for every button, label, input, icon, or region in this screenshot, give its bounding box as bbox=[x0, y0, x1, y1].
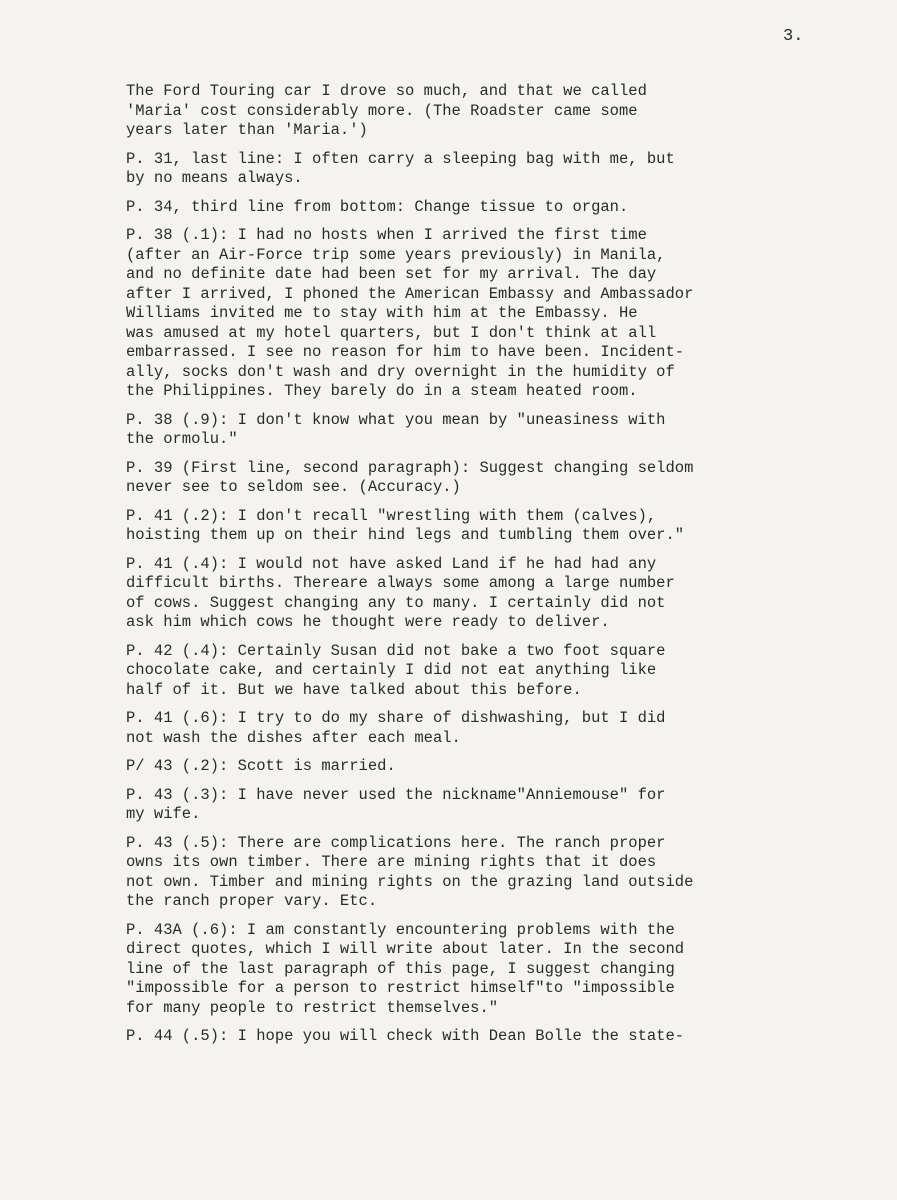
text-line: after I arrived, I phoned the American Embassy and Ambassador bbox=[126, 284, 694, 303]
text-line: 'Maria' cost considerably more. (The Roadster came some bbox=[126, 101, 638, 120]
paragraph bbox=[126, 555, 806, 633]
text-line: P. 41 (.4): I would not have asked Land if he had had any bbox=[126, 554, 657, 573]
paragraph bbox=[126, 411, 806, 450]
text-line: P. 43 (.5): There are complications here. The ranch proper bbox=[126, 833, 666, 852]
text-line: for many people to restrict themselves." bbox=[126, 998, 499, 1017]
paragraph bbox=[126, 709, 806, 748]
text-line: P. 38 (.1): I had no hosts when I arrived the first time bbox=[126, 226, 647, 244]
page-number: 3. bbox=[783, 27, 804, 46]
text-line: the Philippines. They barely do in a steam heated room. bbox=[126, 382, 638, 400]
text-line: line of the last paragraph of this page, I suggest changing bbox=[126, 959, 675, 978]
text-line: P. 41 (.6): I try to do my share of dishwashing, but I did bbox=[126, 709, 666, 727]
paragraph bbox=[126, 82, 806, 141]
text-line: the ranch proper vary. Etc. bbox=[126, 892, 378, 910]
text-line: owns its own timber. There are mining rights that it does bbox=[126, 853, 657, 871]
text-line: by no means always. bbox=[126, 169, 303, 187]
text-line: was amused at my hotel quarters, but I don't think at all bbox=[126, 323, 657, 342]
text-line: not wash the dishes after each meal. bbox=[126, 728, 461, 747]
text-line: of cows. Suggest changing any to many. I certainly did not bbox=[126, 593, 666, 612]
text-line: P. 43 (.3): I have never used the nickname"Anniemouse" for bbox=[126, 785, 666, 804]
letter-body bbox=[126, 82, 806, 1056]
paragraph bbox=[126, 921, 806, 1019]
text-line: P. 34, third line from bottom: Change tissue to organ. bbox=[126, 197, 629, 216]
text-line: P. 39 (First line, second paragraph): Suggest changing seldom bbox=[126, 458, 694, 477]
text-line: years later than 'Maria.') bbox=[126, 121, 368, 139]
paragraph bbox=[126, 834, 806, 912]
text-line: not own. Timber and mining rights on the grazing land outside bbox=[126, 872, 694, 891]
text-line: The Ford Touring car I drove so much, and that we called bbox=[126, 82, 647, 100]
text-line: hoisting them up on their hind legs and tumbling them over." bbox=[126, 526, 685, 544]
text-line: Williams invited me to stay with him at the Embassy. He bbox=[126, 304, 638, 322]
paragraph bbox=[126, 150, 806, 189]
text-line: ask him which cows he thought were ready to deliver. bbox=[126, 613, 610, 631]
text-line: "impossible for a person to restrict himself"to "impossible bbox=[126, 979, 675, 997]
text-line: P. 41 (.2): I don't recall "wrestling with them (calves), bbox=[126, 506, 657, 525]
text-line: never see to seldom see. (Accuracy.) bbox=[126, 478, 461, 496]
text-line: embarrassed. I see no reason for him to have been. Incident- bbox=[126, 343, 685, 361]
paragraph bbox=[126, 226, 806, 402]
paragraph bbox=[126, 507, 806, 546]
text-line: ally, socks don't wash and dry overnight in the humidity of bbox=[126, 362, 675, 381]
text-line: chocolate cake, and certainly I did not eat anything like bbox=[126, 661, 657, 679]
text-line: P. 43A (.6): I am constantly encountering problems with the bbox=[126, 920, 675, 939]
text-line: P. 42 (.4): Certainly Susan did not bake a two foot square bbox=[126, 641, 666, 660]
paragraph bbox=[126, 642, 806, 701]
paragraph bbox=[126, 786, 806, 825]
paragraph bbox=[126, 459, 806, 498]
text-line: difficult births. Thereare always some among a large number bbox=[126, 574, 675, 592]
text-line: and no definite date had been set for my arrival. The day bbox=[126, 265, 657, 283]
text-line: the ormolu." bbox=[126, 430, 238, 448]
text-line: half of it. But we have talked about this before. bbox=[126, 680, 582, 699]
text-line: direct quotes, which I will write about later. In the second bbox=[126, 940, 685, 958]
text-line: P. 44 (.5): I hope you will check with Dean Bolle the state- bbox=[126, 1027, 685, 1045]
paragraph bbox=[126, 198, 806, 218]
text-line: P. 38 (.9): I don't know what you mean by "uneasiness with bbox=[126, 410, 666, 429]
text-line: (after an Air-Force trip some years previously) in Manila, bbox=[126, 245, 666, 264]
text-line: P/ 43 (.2): Scott is married. bbox=[126, 757, 396, 775]
paragraph bbox=[126, 757, 806, 777]
text-line: my wife. bbox=[126, 805, 201, 823]
text-line: P. 31, last line: I often carry a sleeping bag with me, but bbox=[126, 149, 675, 168]
paragraph bbox=[126, 1027, 806, 1047]
